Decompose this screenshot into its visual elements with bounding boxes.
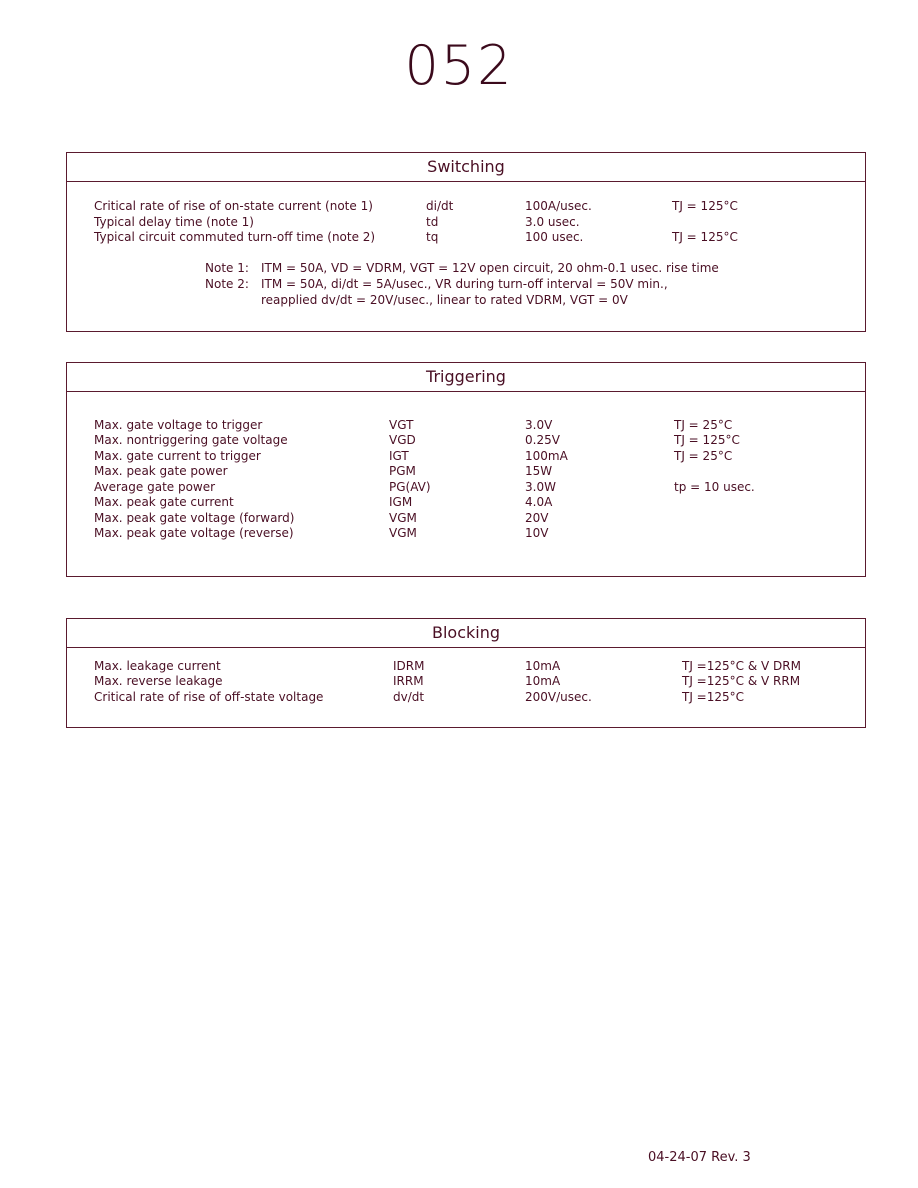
table-cell-symbol: IDRM <box>393 659 425 673</box>
table-row: Max. peak gate power <box>94 464 228 478</box>
table-row: Max. peak gate voltage (forward) <box>94 511 295 525</box>
table-cell-symbol: VGD <box>389 433 416 447</box>
table-cell-symbol: IGT <box>389 449 409 463</box>
table-cell-cond: TJ = 125°C <box>672 230 738 244</box>
table-cell-symbol: di/dt <box>426 199 454 213</box>
table-cell-value: 10mA <box>525 674 561 688</box>
table-row: Max. peak gate current <box>94 495 234 509</box>
table-cell-symbol: IRRM <box>393 674 424 688</box>
blocking-title: Blocking <box>67 619 865 648</box>
table-cell-value: 100mA <box>525 449 568 463</box>
table-cell-value: 100 usec. <box>525 230 584 244</box>
table-row: Critical rate of rise of off-state voltage <box>94 690 324 704</box>
table-cell-cond: TJ = 25°C <box>674 418 733 432</box>
table-cell-symbol: VGM <box>389 526 417 540</box>
table-row: Max. nontriggering gate voltage <box>94 433 288 447</box>
part-number: 052 <box>404 34 514 97</box>
note1-label: Note 1: <box>205 261 249 275</box>
blocking-section <box>66 618 866 728</box>
table-row: Typical delay time (note 1) <box>94 215 254 229</box>
table-cell-value: 3.0V <box>525 418 553 432</box>
table-row: Max. gate voltage to trigger <box>94 418 263 432</box>
table-row: Typical circuit commuted turn-off time (note 2) <box>94 230 376 244</box>
note2-label: Note 2: <box>205 277 249 291</box>
table-cell-value: 4.0A <box>525 495 553 509</box>
table-cell-value: 20V <box>525 511 549 525</box>
triggering-title: Triggering <box>67 363 865 392</box>
table-cell-value: 10mA <box>525 659 561 673</box>
note1-text: ITM = 50A, VD = VDRM, VGT = 12V open circuit, 20 ohm-0.1 usec. rise time <box>261 261 719 275</box>
table-cell-cond: TJ =125°C & V DRM <box>682 659 801 673</box>
table-row: Max. reverse leakage <box>94 674 223 688</box>
revision-label: 04-24-07 Rev. 3 <box>648 1150 751 1165</box>
table-cell-value: 3.0 usec. <box>525 215 580 229</box>
table-cell-symbol: IGM <box>389 495 413 509</box>
table-cell-cond: TJ =125°C & V RRM <box>682 674 801 688</box>
table-row: Average gate power <box>94 480 216 494</box>
switching-section <box>66 152 866 332</box>
note2-text: ITM = 50A, di/dt = 5A/usec., VR during turn-off interval = 50V min., <box>261 277 668 291</box>
table-cell-cond: tp = 10 usec. <box>674 480 755 494</box>
table-row: Max. gate current to trigger <box>94 449 261 463</box>
note2-text-continued: reapplied dv/dt = 20V/usec., linear to rated VDRM, VGT = 0V <box>261 293 628 307</box>
table-cell-symbol: dv/dt <box>393 690 425 704</box>
table-cell-value: 100A/usec. <box>525 199 592 213</box>
switching-title: Switching <box>67 153 865 182</box>
table-cell-symbol: tq <box>426 230 439 244</box>
table-cell-cond: TJ = 125°C <box>672 199 738 213</box>
table-cell-symbol: PG(AV) <box>389 480 431 494</box>
table-cell-cond: TJ = 125°C <box>674 433 740 447</box>
table-cell-value: 3.0W <box>525 480 556 494</box>
table-cell-cond: TJ = 25°C <box>674 449 733 463</box>
table-cell-value: 10V <box>525 526 549 540</box>
table-cell-value: 0.25V <box>525 433 560 447</box>
table-row: Max. leakage current <box>94 659 221 673</box>
table-row: Max. peak gate voltage (reverse) <box>94 526 294 540</box>
table-row: Critical rate of rise of on-state current (note 1) <box>94 199 373 213</box>
table-cell-symbol: VGT <box>389 418 414 432</box>
table-cell-symbol: td <box>426 215 439 229</box>
table-cell-symbol: PGM <box>389 464 416 478</box>
table-cell-value: 15W <box>525 464 553 478</box>
table-cell-value: 200V/usec. <box>525 690 592 704</box>
triggering-section <box>66 362 866 577</box>
table-cell-symbol: VGM <box>389 511 417 525</box>
table-cell-cond: TJ =125°C <box>682 690 745 704</box>
